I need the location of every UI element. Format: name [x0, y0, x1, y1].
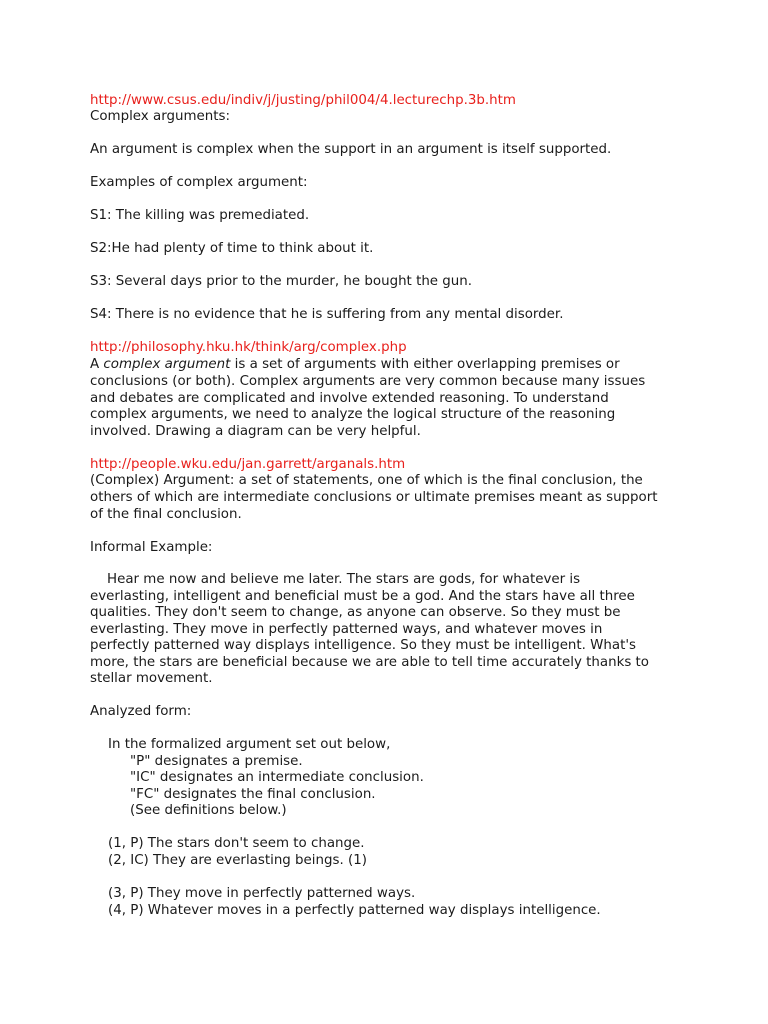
- intro-paragraph: An argument is complex when the support in an argument is itself supported.: [90, 142, 612, 157]
- statement-s3: S3: Several days prior to the murder, he bought the gun.: [90, 274, 473, 289]
- analyzed-intro: In the formalized argument set out below,: [108, 737, 391, 752]
- wku-paragraph-line-3: of the final conclusion.: [90, 507, 242, 522]
- source-link-hku[interactable]: http://philosophy.hku.hk/think/arg/complex.php: [90, 340, 407, 355]
- see-definitions-note: (See definitions below.): [130, 803, 287, 818]
- definition-fc: "FC" designates the final conclusion.: [130, 787, 376, 802]
- heading-complex-arguments: Complex arguments:: [90, 109, 230, 124]
- analyzed-form-heading: Analyzed form:: [90, 704, 192, 719]
- statement-s2: S2:He had plenty of time to think about it.: [90, 241, 374, 256]
- statement-s1: S1: The killing was premediated.: [90, 208, 310, 223]
- informal-example-line-3: qualities. They don't seem to change, as anyone can observe. So they must be: [90, 605, 621, 620]
- text-span: is a set of arguments with either overlapping premises or: [230, 357, 620, 372]
- hku-paragraph-line-5: involved. Drawing a diagram can be very helpful.: [90, 424, 421, 439]
- wku-paragraph-line-2: others of which are intermediate conclusions or ultimate premises meant as support: [90, 490, 658, 505]
- informal-example-line-1: Hear me now and believe me later. The stars are gods, for whatever is: [90, 572, 581, 587]
- hku-paragraph-line-2: conclusions (or both). Complex arguments are very common because many issues: [90, 374, 646, 389]
- definition-p: "P" designates a premise.: [130, 754, 303, 769]
- argument-step-3: (3, P) They move in perfectly patterned ways.: [108, 886, 416, 901]
- source-link-csus[interactable]: http://www.csus.edu/indiv/j/justing/phil004/4.lecturechp.3b.htm: [90, 93, 516, 108]
- hku-paragraph-line-1: [90, 357, 620, 374]
- hku-paragraph-line-3: and debates are complicated and involve extended reasoning. To understand: [90, 391, 609, 406]
- informal-example-line-5: perfectly patterned way displays intelligence. So they must be intelligent. What's: [90, 638, 637, 653]
- argument-step-1: (1, P) The stars don't seem to change.: [108, 836, 365, 851]
- examples-heading: Examples of complex argument:: [90, 175, 308, 190]
- informal-example-heading: Informal Example:: [90, 540, 213, 555]
- informal-example-line-6: more, the stars are beneficial because we are able to tell time accurately thanks to: [90, 655, 649, 670]
- argument-step-2: (2, IC) They are everlasting beings. (1): [108, 853, 367, 868]
- statement-s4: S4: There is no evidence that he is suffering from any mental disorder.: [90, 307, 564, 322]
- term-complex-argument: complex argument: [103, 357, 231, 372]
- hku-paragraph-line-4: complex arguments, we need to analyze the logical structure of the reasoning: [90, 407, 616, 422]
- argument-step-4: (4, P) Whatever moves in a perfectly patterned way displays intelligence.: [108, 903, 601, 918]
- source-link-wku[interactable]: http://people.wku.edu/jan.garrett/arganals.htm: [90, 457, 406, 472]
- definition-ic: "IC" designates an intermediate conclusion.: [130, 770, 424, 785]
- informal-example-line-2: everlasting, intelligent and beneficial must be a god. And the stars have all three: [90, 589, 635, 604]
- informal-example-line-4: everlasting. They move in perfectly patterned ways, and whatever moves in: [90, 622, 603, 637]
- text-span: A: [90, 357, 104, 372]
- wku-paragraph-line-1: (Complex) Argument: a set of statements, one of which is the final conclusion, the: [90, 473, 643, 488]
- informal-example-line-7: stellar movement.: [90, 671, 213, 686]
